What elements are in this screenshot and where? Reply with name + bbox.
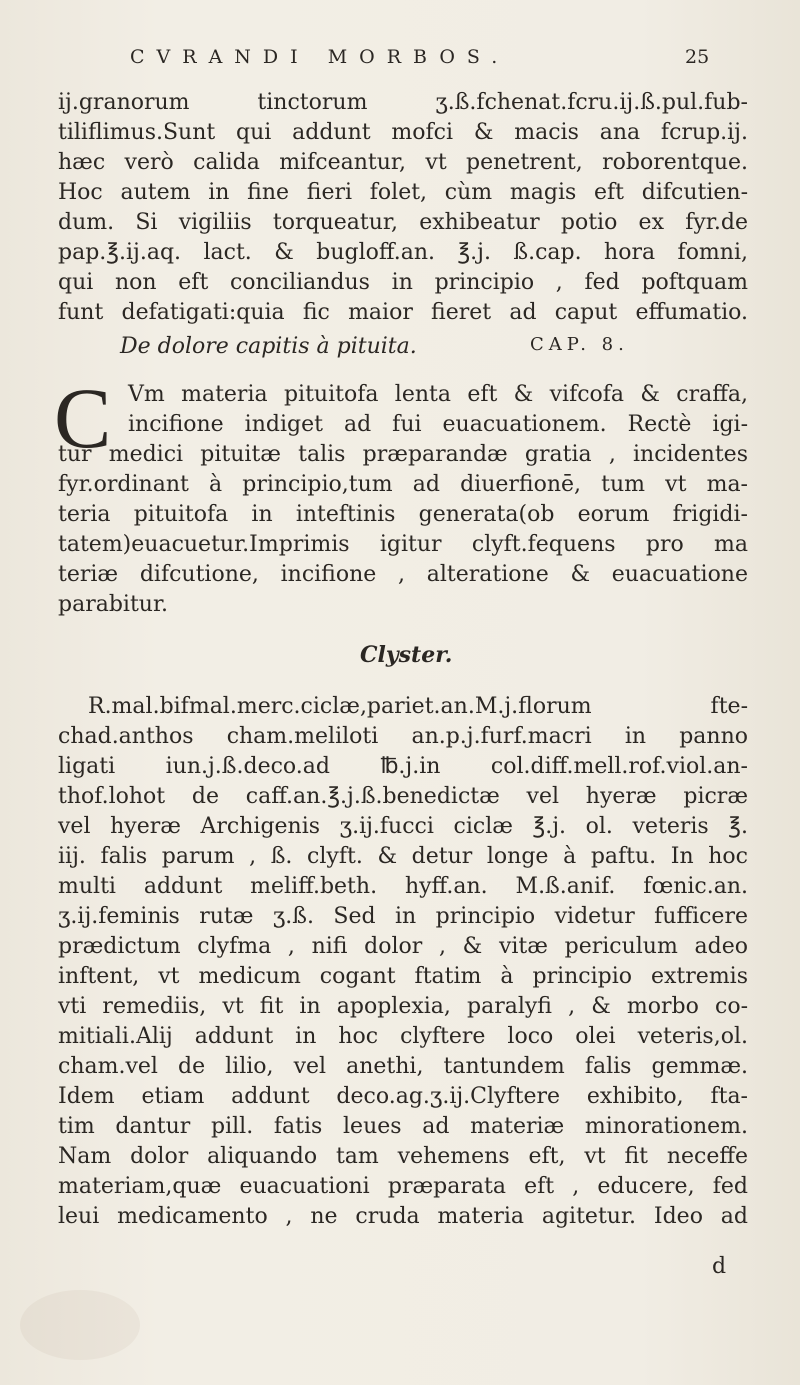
text-line: fyr.ordinant à principio,tum ad diuerfionē, tum vt ma- (58, 472, 748, 497)
text-line: multi addunt meliff.beth. hyff.an. M.ß.anif. fœnic.an. (58, 874, 748, 899)
text-line: tiliflimus.Sunt qui addunt mofci & macis ana fcrup.ij. (58, 120, 748, 145)
section-subheading: Clyster. (360, 642, 453, 668)
text-line: ligati iun.j.ß.deco.ad ℔.j.in col.diff.mell.rof.viol.an- (58, 754, 748, 779)
chapter-heading (120, 334, 680, 359)
text-line: chad.anthos cham.meliloti an.p.j.furf.macri in panno (58, 724, 748, 749)
text-line: Vm materia pituitofa lenta eft & vifcofa & craffa, (128, 382, 748, 407)
text-line: inftent, vt medicum cogant ftatim à principio extremis (58, 964, 748, 989)
text-line: materiam,quæ euacuationi præparata eft , educere, fed (58, 1174, 748, 1199)
chapter-title: De dolore capitis à pituita. (120, 334, 417, 359)
text-line: ij.granorum tinctorum ʒ.ß.fchenat.fcru.ij.ß.pul.fub- (58, 90, 748, 115)
text-line: qui non eft conciliandus in principio , fed poftquam (58, 270, 748, 295)
text-line: Hoc autem in fine fieri folet, cùm magis eft difcutien- (58, 180, 748, 205)
text-line: R.mal.bifmal.merc.ciclæ,pariet.an.M.j.florum fte- (88, 694, 748, 719)
text-line: teria pituitofa in inteftinis generata(ob eorum frigidi- (58, 502, 748, 527)
catchword: d (712, 1254, 727, 1279)
text-line: teriæ difcutione, incifione , alteratione & euacuatione (58, 562, 748, 587)
text-line: mitiali.Alij addunt in hoc clyftere loco olei veteris,ol. (58, 1024, 748, 1049)
text-line: prædictum clyfma , nifi dolor , & vitæ periculum adeo (58, 934, 748, 959)
text-line: tatem)euacuetur.Imprimis igitur clyft.fequens pro ma (58, 532, 748, 557)
text-line: Nam dolor aliquando tam vehemens eft, vt fit neceffe (58, 1144, 748, 1169)
running-header (130, 46, 710, 76)
text-line: hæc verò calida mifceantur, vt penetrent, roborentque. (58, 150, 748, 175)
text-line: funt defatigati:quia fic maior fieret ad caput effumatio. (58, 300, 748, 325)
page-number: 25 (685, 46, 710, 68)
text-line: incifione indiget ad fui euacuationem. Rectè igi- (128, 412, 748, 437)
page-stain (20, 1290, 140, 1360)
text-line: ʒ.ij.feminis rutæ ʒ.ß. Sed in principio videtur fufficere (58, 904, 748, 929)
text-line: cham.vel de lilio, vel anethi, tantundem falis gemmæ. (58, 1054, 748, 1079)
text-line: thof.lohot de caff.an.℥.j.ß.benedictæ vel hyeræ picræ (58, 784, 748, 809)
text-line: tur medici pituitæ talis præparandæ gratia , incidentes (58, 442, 748, 467)
text-line: dum. Si vigiliis torqueatur, exhibeatur potio ex fyr.de (58, 210, 748, 235)
text-line: parabitur. (58, 592, 169, 617)
text-line: Idem etiam addunt deco.ag.ʒ.ij.Clyftere exhibito, fta- (58, 1084, 748, 1109)
running-title: CVRANDI MORBOS. (130, 46, 510, 68)
text-line: pap.℥.ij.aq. lact. & bugloff.an. ℥.j. ß.cap. hora fomni, (58, 240, 748, 265)
text-line: vel hyeræ Archigenis ʒ.ij.fucci ciclæ ℥.j. ol. veteris ℥. (58, 814, 748, 839)
text-line: vti remediis, vt fit in apoplexia, paralyfi , & morbo co- (58, 994, 748, 1019)
drop-cap: C (54, 370, 112, 466)
text-line: iij. falis parum , ß. clyft. & detur longe à paftu. In hoc (58, 844, 748, 869)
chapter-number: CAP. 8. (530, 334, 629, 355)
text-line: tim dantur pill. fatis leues ad materiæ minorationem. (58, 1114, 748, 1139)
text-line: leui medicamento , ne cruda materia agitetur. Ideo ad (58, 1204, 748, 1229)
